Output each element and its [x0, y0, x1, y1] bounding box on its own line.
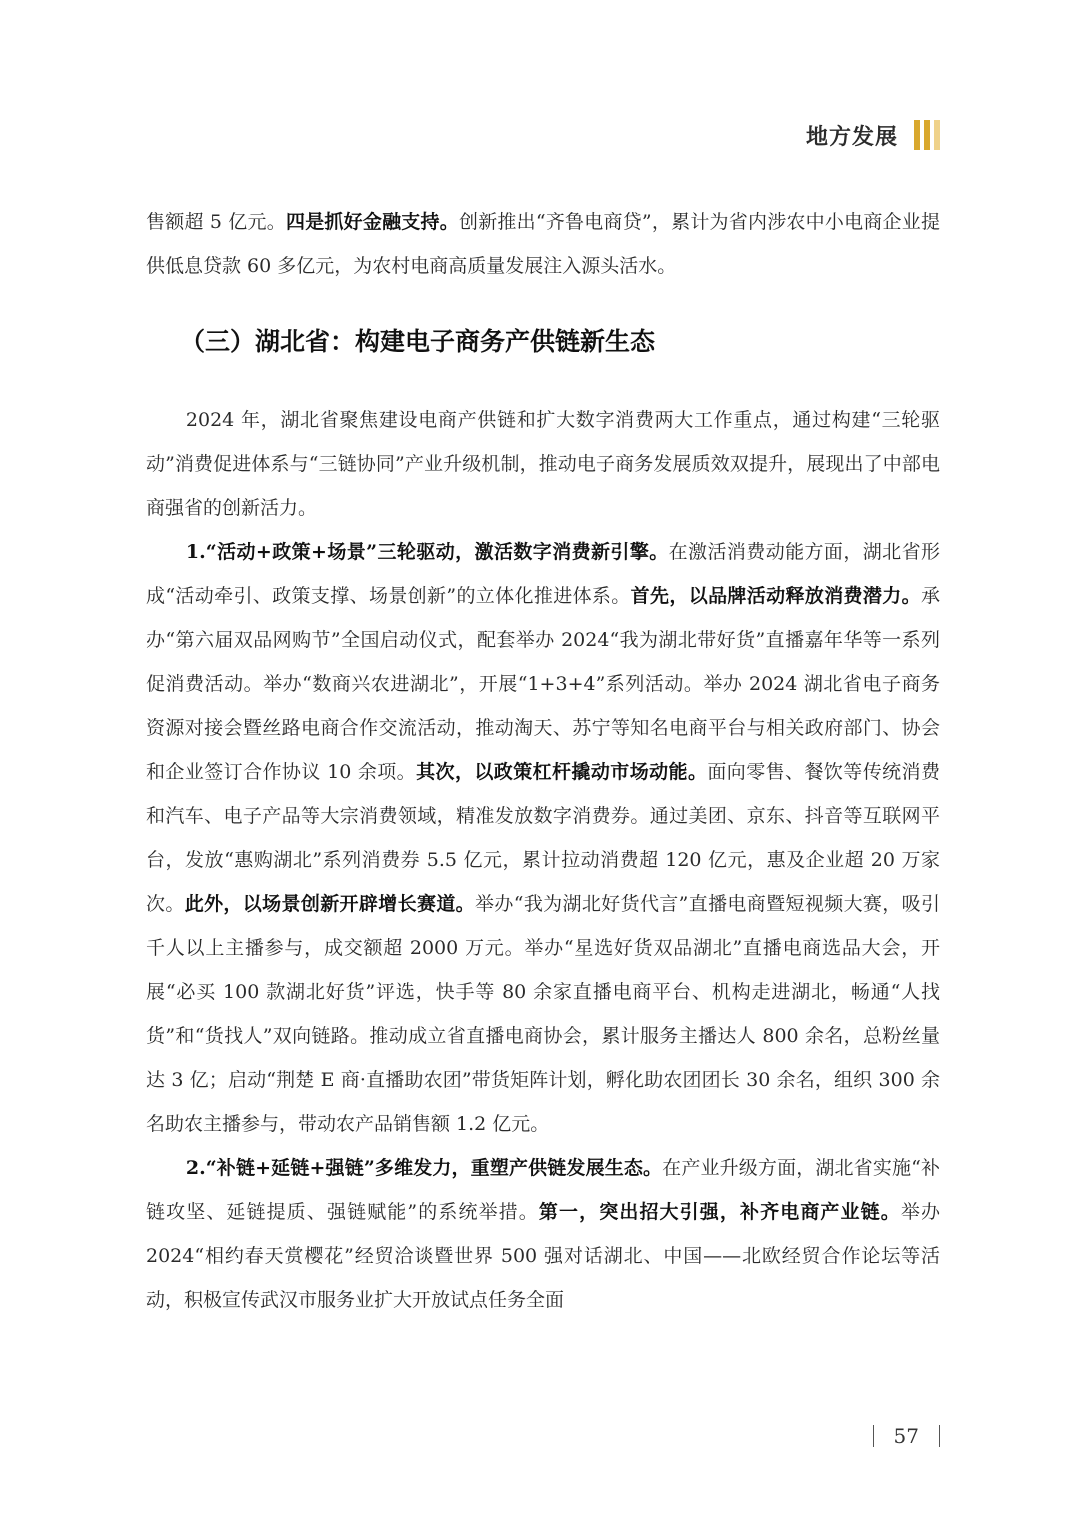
header-title: 地方发展 — [805, 124, 898, 150]
divider — [873, 1425, 874, 1447]
running-header — [806, 116, 940, 154]
page-body — [146, 200, 940, 1322]
bold-phrase: 2.“补链+延链+强链”多维发力，重塑产供链发展生态。 — [185, 1157, 663, 1179]
bold-phrase: 其次，以政策杠杆撬动市场动能。 — [416, 761, 708, 783]
carryover-paragraph: 售额超 5 亿元。四是抓好金融支持。创新推出“齐鲁电商贷”，累计为省内涉农中小电商企业提供低息贷款 60 多亿元，为农村电商高质量发展注入源头活水。 — [146, 211, 940, 277]
bold-phrase: 第一，突出招大引强，补齐电商产业链。 — [538, 1201, 901, 1223]
paragraph-item-2: 2.“补链+延链+强链”多维发力，重塑产供链发展生态。在产业升级方面，湖北省实施“补链攻坚、延链提质、强链赋能”的系统举措。第一，突出招大引强，补齐电商产业链。举办 2024“相约春天赏樱花”经贸洽谈暨世界 500 强对话湖北、中国——北欧经贸合作论坛等活动，积极宣传武汉市服务业扩大开放试点任务全面 — [146, 1157, 940, 1311]
page-number — [873, 1420, 940, 1452]
bold-phrase: 1.“活动+政策+场景”三轮驱动，激活数字消费新引擎。 — [185, 541, 669, 563]
divider — [939, 1425, 940, 1447]
section-heading: （三）湖北省：构建电子商务产供链新生态 — [180, 327, 656, 356]
page-number-text: 57 — [893, 1424, 919, 1448]
paragraph-item-1: 1.“活动+政策+场景”三轮驱动，激活数字消费新引擎。在激活消费动能方面，湖北省形成“活动牵引、政策支撑、场景创新”的立体化推进体系。首先，以品牌活动释放消费潜力。承办“第六届双品网购节”全国启动仪式，配套举办 2024“我为湖北带好货”直播嘉年华等一系列促消费活动。举办“数商兴农进湖北”，开展“1+3+4”系列活动。举办 2024 湖北省电子商务资源对接会暨丝路电商合作交流活动，推动淘天、苏宁等知名电商平台与相关政府部门、协会和企业签订合作协议 10 余项。其次，以政策杠杆撬动市场动能。面向零售、餐饮等传统消费和汽车、电子产品等大宗消费领域，精准发放数字消费券。通过美团、京东、抖音等互联网平台，发放“惠购湖北”系列消费券 5.5 亿元，累计拉动消费超 120 亿元，惠及企业超 20 万家次。此外，以场景创新开辟增长赛道。举办“我为湖北好货代言”直播电商暨短视频大赛，吸引千人以上主播参与，成交额超 2000 万元。举办“星选好货双品湖北”直播电商选品大会，开展“必买 100 款湖北好货”评选，快手等 80 余家直播电商平台、机构走进湖北，畅通“人找货”和“货找人”双向链路。推动成立省直播电商协会，累计服务主播达人 800 余名，总粉丝量达 3 亿；启动“荆楚 E 商·直播助农团”带货矩阵计划，孵化助农团团长 30 余名，组织 300 余名助农主播参与，带动农产品销售额 1.2 亿元。 — [146, 541, 940, 1135]
bold-phrase: 首先，以品牌活动释放消费潜力。 — [630, 585, 921, 607]
header-bars-icon — [910, 120, 940, 150]
intro-paragraph: 2024 年，湖北省聚焦建设电商产供链和扩大数字消费两大工作重点，通过构建“三轮驱动”消费促进体系与“三链协同”产业升级机制，推动电子商务发展质效双提升，展现出了中部电商强省的创新活力。 — [146, 409, 940, 519]
bold-phrase: 四是抓好金融支持。 — [285, 211, 459, 233]
bold-phrase: 此外，以场景创新开辟增长赛道。 — [184, 893, 476, 915]
